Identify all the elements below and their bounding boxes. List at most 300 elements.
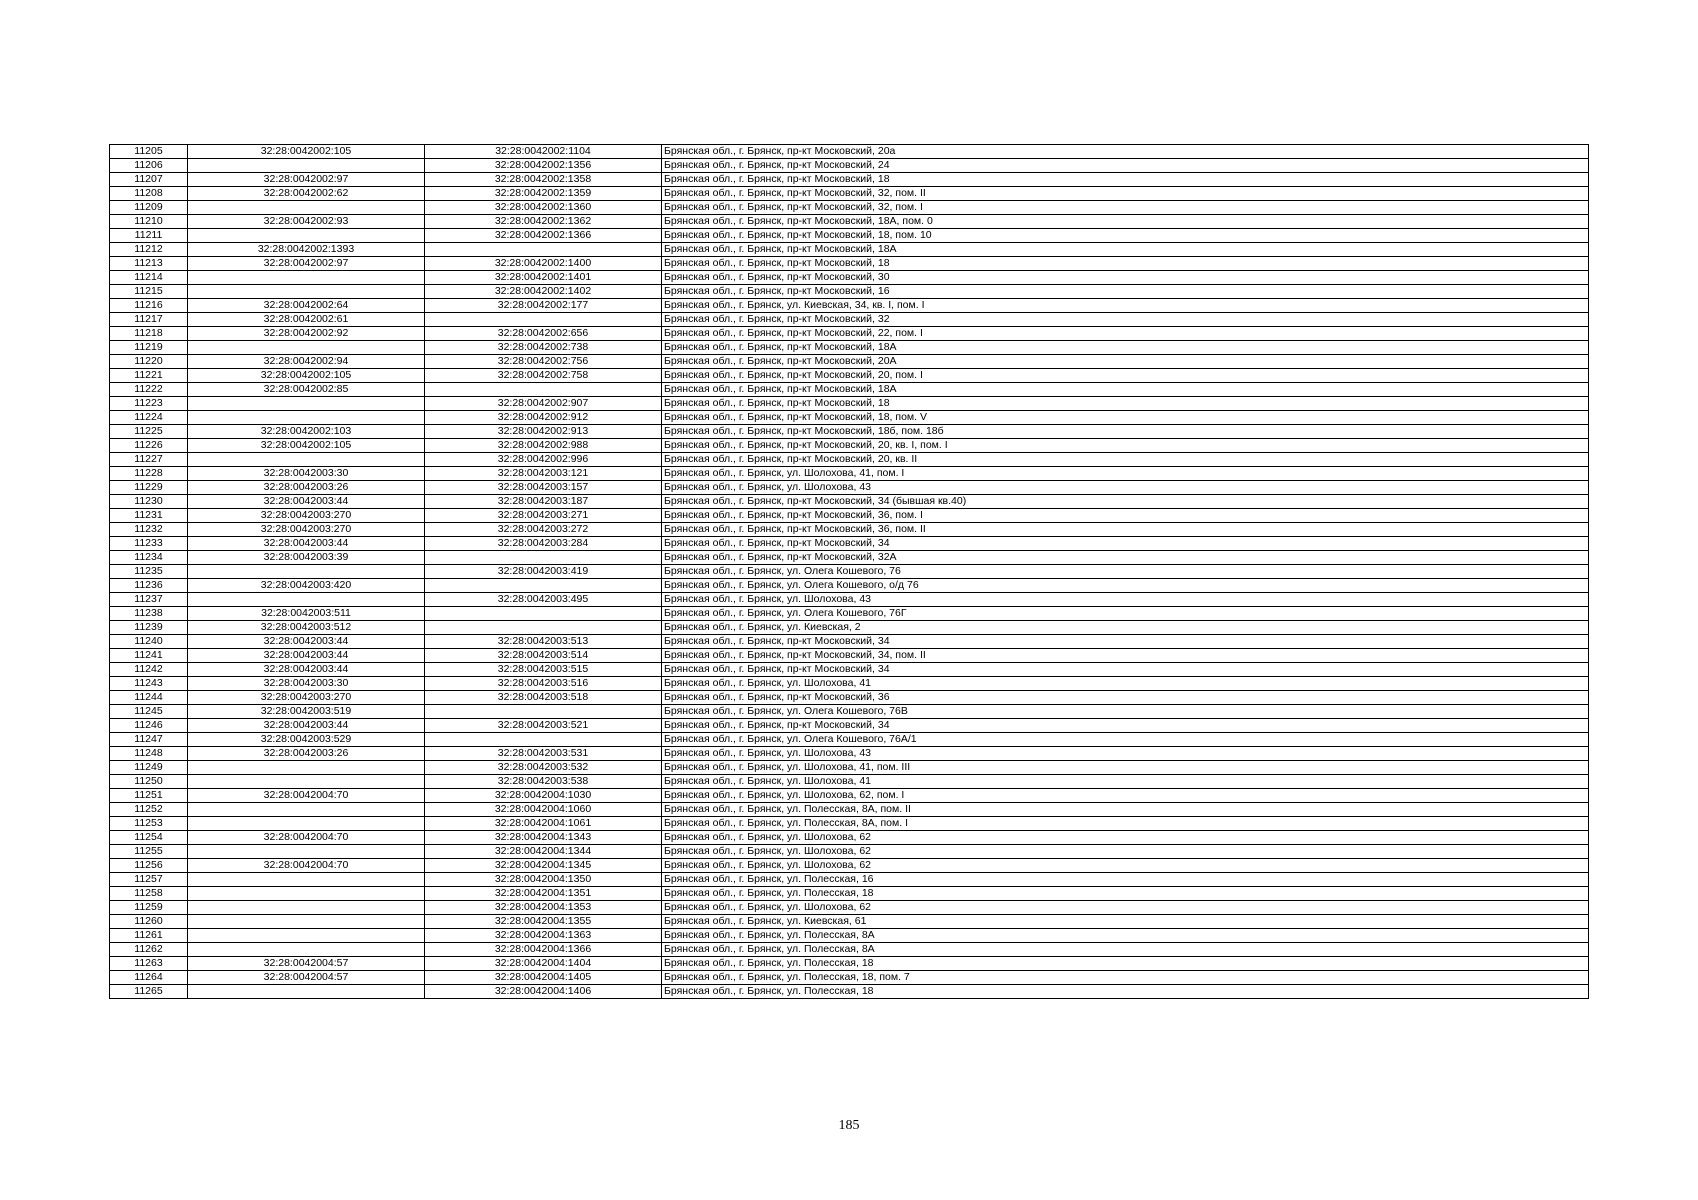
address-cell: Брянская обл., г. Брянск, пр-кт Московский, 18	[662, 397, 1589, 411]
table-row	[110, 859, 1589, 873]
table-row	[110, 425, 1589, 439]
parcel-number-cell	[188, 565, 425, 579]
building-number-cell: 32:28:0042004:1355	[425, 915, 662, 929]
address-cell: Брянская обл., г. Брянск, ул. Шолохова, 43	[662, 593, 1589, 607]
table-row	[110, 789, 1589, 803]
building-number-cell: 32:28:0042003:271	[425, 509, 662, 523]
parcel-number-cell: 32:28:0042003:270	[188, 691, 425, 705]
row-number-cell: 11234	[110, 551, 188, 565]
building-number-cell: 32:28:0042002:1358	[425, 173, 662, 187]
row-number-cell: 11208	[110, 187, 188, 201]
row-number-cell: 11263	[110, 957, 188, 971]
table-row	[110, 173, 1589, 187]
parcel-number-cell: 32:28:0042003:420	[188, 579, 425, 593]
address-cell: Брянская обл., г. Брянск, ул. Киевская, 61	[662, 915, 1589, 929]
table-row	[110, 271, 1589, 285]
table-row	[110, 229, 1589, 243]
row-number-cell: 11259	[110, 901, 188, 915]
table-row	[110, 971, 1589, 985]
building-number-cell: 32:28:0042003:531	[425, 747, 662, 761]
parcel-number-cell: 32:28:0042003:512	[188, 621, 425, 635]
table-row	[110, 775, 1589, 789]
address-cell: Брянская обл., г. Брянск, пр-кт Московский, 20, кв. II	[662, 453, 1589, 467]
row-number-cell: 11251	[110, 789, 188, 803]
address-cell: Брянская обл., г. Брянск, пр-кт Московский, 34	[662, 719, 1589, 733]
table-row	[110, 383, 1589, 397]
table-row	[110, 677, 1589, 691]
row-number-cell: 11262	[110, 943, 188, 957]
parcel-number-cell	[188, 901, 425, 915]
table-row	[110, 159, 1589, 173]
building-number-cell: 32:28:0042004:1406	[425, 985, 662, 999]
row-number-cell: 11235	[110, 565, 188, 579]
address-cell: Брянская обл., г. Брянск, пр-кт Московский, 34	[662, 635, 1589, 649]
building-number-cell: 32:28:0042004:1353	[425, 901, 662, 915]
parcel-number-cell	[188, 775, 425, 789]
row-number-cell: 11226	[110, 439, 188, 453]
building-number-cell: 32:28:0042002:756	[425, 355, 662, 369]
address-cell: Брянская обл., г. Брянск, пр-кт Московский, 20, кв. I, пом. I	[662, 439, 1589, 453]
row-number-cell: 11229	[110, 481, 188, 495]
parcel-number-cell: 32:28:0042003:44	[188, 495, 425, 509]
row-number-cell: 11219	[110, 341, 188, 355]
row-number-cell: 11206	[110, 159, 188, 173]
building-number-cell	[425, 621, 662, 635]
address-cell: Брянская обл., г. Брянск, пр-кт Московский, 20, пом. I	[662, 369, 1589, 383]
address-cell: Брянская обл., г. Брянск, ул. Олега Кошевого, 76А/1	[662, 733, 1589, 747]
parcel-number-cell	[188, 803, 425, 817]
row-number-cell: 11233	[110, 537, 188, 551]
building-number-cell	[425, 383, 662, 397]
address-cell: Брянская обл., г. Брянск, ул. Шолохова, 41	[662, 677, 1589, 691]
address-cell: Брянская обл., г. Брянск, ул. Полесская, 18, пом. 7	[662, 971, 1589, 985]
parcel-number-cell: 32:28:0042003:39	[188, 551, 425, 565]
building-number-cell: 32:28:0042004:1404	[425, 957, 662, 971]
parcel-number-cell	[188, 397, 425, 411]
building-number-cell	[425, 733, 662, 747]
building-number-cell: 32:28:0042004:1351	[425, 887, 662, 901]
building-number-cell: 32:28:0042004:1363	[425, 929, 662, 943]
row-number-cell: 11254	[110, 831, 188, 845]
table-row	[110, 817, 1589, 831]
address-cell: Брянская обл., г. Брянск, пр-кт Московский, 34 (бывшая кв.40)	[662, 495, 1589, 509]
parcel-number-cell: 32:28:0042002:103	[188, 425, 425, 439]
parcel-number-cell: 32:28:0042004:57	[188, 957, 425, 971]
row-number-cell: 11257	[110, 873, 188, 887]
row-number-cell: 11239	[110, 621, 188, 635]
address-cell: Брянская обл., г. Брянск, ул. Киевская, 2	[662, 621, 1589, 635]
building-number-cell: 32:28:0042002:996	[425, 453, 662, 467]
address-cell: Брянская обл., г. Брянск, пр-кт Московский, 32, пом. II	[662, 187, 1589, 201]
parcel-number-cell: 32:28:0042002:64	[188, 299, 425, 313]
building-number-cell: 32:28:0042003:419	[425, 565, 662, 579]
row-number-cell: 11236	[110, 579, 188, 593]
table-row	[110, 215, 1589, 229]
building-number-cell: 32:28:0042003:518	[425, 691, 662, 705]
row-number-cell: 11255	[110, 845, 188, 859]
table-row	[110, 719, 1589, 733]
table-row	[110, 733, 1589, 747]
parcel-number-cell: 32:28:0042002:92	[188, 327, 425, 341]
parcel-number-cell: 32:28:0042003:26	[188, 747, 425, 761]
building-number-cell: 32:28:0042002:758	[425, 369, 662, 383]
building-number-cell: 32:28:0042003:513	[425, 635, 662, 649]
parcel-number-cell: 32:28:0042002:97	[188, 257, 425, 271]
address-cell: Брянская обл., г. Брянск, пр-кт Московский, 34	[662, 663, 1589, 677]
address-cell: Брянская обл., г. Брянск, пр-кт Московский, 18	[662, 173, 1589, 187]
table-row	[110, 663, 1589, 677]
building-number-cell: 32:28:0042004:1061	[425, 817, 662, 831]
building-number-cell: 32:28:0042004:1366	[425, 943, 662, 957]
address-cell: Брянская обл., г. Брянск, пр-кт Московский, 18А	[662, 341, 1589, 355]
address-cell: Брянская обл., г. Брянск, ул. Шолохова, 41, пом. III	[662, 761, 1589, 775]
table-row	[110, 943, 1589, 957]
row-number-cell: 11210	[110, 215, 188, 229]
building-number-cell: 32:28:0042004:1343	[425, 831, 662, 845]
table-row	[110, 901, 1589, 915]
address-cell: Брянская обл., г. Брянск, пр-кт Московский, 18А	[662, 383, 1589, 397]
row-number-cell: 11253	[110, 817, 188, 831]
table-row	[110, 761, 1589, 775]
address-cell: Брянская обл., г. Брянск, пр-кт Московский, 20А	[662, 355, 1589, 369]
parcel-number-cell	[188, 201, 425, 215]
table-row	[110, 747, 1589, 761]
table-row	[110, 299, 1589, 313]
parcel-number-cell	[188, 159, 425, 173]
property-registry-table	[109, 144, 1589, 999]
building-number-cell: 32:28:0042002:738	[425, 341, 662, 355]
building-number-cell: 32:28:0042002:1400	[425, 257, 662, 271]
row-number-cell: 11247	[110, 733, 188, 747]
row-number-cell: 11264	[110, 971, 188, 985]
row-number-cell: 11243	[110, 677, 188, 691]
address-cell: Брянская обл., г. Брянск, ул. Шолохова, 43	[662, 747, 1589, 761]
building-number-cell	[425, 313, 662, 327]
table-row	[110, 411, 1589, 425]
building-number-cell: 32:28:0042003:121	[425, 467, 662, 481]
row-number-cell: 11215	[110, 285, 188, 299]
table-row	[110, 243, 1589, 257]
address-cell: Брянская обл., г. Брянск, ул. Шолохова, 62	[662, 831, 1589, 845]
address-cell: Брянская обл., г. Брянск, ул. Олега Кошевого, 76В	[662, 705, 1589, 719]
building-number-cell: 32:28:0042002:1402	[425, 285, 662, 299]
row-number-cell: 11209	[110, 201, 188, 215]
building-number-cell: 32:28:0042002:988	[425, 439, 662, 453]
row-number-cell: 11246	[110, 719, 188, 733]
table-row	[110, 705, 1589, 719]
row-number-cell: 11225	[110, 425, 188, 439]
parcel-number-cell: 32:28:0042003:44	[188, 663, 425, 677]
row-number-cell: 11244	[110, 691, 188, 705]
building-number-cell: 32:28:0042004:1060	[425, 803, 662, 817]
building-number-cell	[425, 607, 662, 621]
building-number-cell	[425, 551, 662, 565]
parcel-number-cell	[188, 341, 425, 355]
building-number-cell: 32:28:0042004:1344	[425, 845, 662, 859]
table-row	[110, 887, 1589, 901]
address-cell: Брянская обл., г. Брянск, пр-кт Московский, 32, пом. I	[662, 201, 1589, 215]
row-number-cell: 11227	[110, 453, 188, 467]
row-number-cell: 11240	[110, 635, 188, 649]
building-number-cell	[425, 579, 662, 593]
parcel-number-cell	[188, 943, 425, 957]
address-cell: Брянская обл., г. Брянск, ул. Шолохова, 62, пом. I	[662, 789, 1589, 803]
table-row	[110, 341, 1589, 355]
building-number-cell: 32:28:0042002:912	[425, 411, 662, 425]
table-row	[110, 397, 1589, 411]
table-row	[110, 523, 1589, 537]
address-cell: Брянская обл., г. Брянск, ул. Олега Кошевого, 76Г	[662, 607, 1589, 621]
table-row	[110, 593, 1589, 607]
row-number-cell: 11216	[110, 299, 188, 313]
table-row	[110, 607, 1589, 621]
address-cell: Брянская обл., г. Брянск, пр-кт Московский, 34	[662, 537, 1589, 551]
parcel-number-cell	[188, 453, 425, 467]
address-cell: Брянская обл., г. Брянск, пр-кт Московский, 18б, пом. 18б	[662, 425, 1589, 439]
address-cell: Брянская обл., г. Брянск, пр-кт Московский, 36	[662, 691, 1589, 705]
table-row	[110, 145, 1589, 159]
parcel-number-cell	[188, 761, 425, 775]
table-row	[110, 187, 1589, 201]
table-row	[110, 537, 1589, 551]
address-cell: Брянская обл., г. Брянск, ул. Шолохова, 41, пом. I	[662, 467, 1589, 481]
row-number-cell: 11248	[110, 747, 188, 761]
address-cell: Брянская обл., г. Брянск, пр-кт Московский, 32А	[662, 551, 1589, 565]
table-row	[110, 201, 1589, 215]
address-cell: Брянская обл., г. Брянск, ул. Полесская, 8А	[662, 943, 1589, 957]
row-number-cell: 11237	[110, 593, 188, 607]
building-number-cell: 32:28:0042003:157	[425, 481, 662, 495]
address-cell: Брянская обл., г. Брянск, ул. Шолохова, 43	[662, 481, 1589, 495]
building-number-cell: 32:28:0042004:1345	[425, 859, 662, 873]
table-row	[110, 495, 1589, 509]
building-number-cell: 32:28:0042002:1356	[425, 159, 662, 173]
building-number-cell: 32:28:0042004:1405	[425, 971, 662, 985]
row-number-cell: 11261	[110, 929, 188, 943]
building-number-cell: 32:28:0042004:1350	[425, 873, 662, 887]
parcel-number-cell: 32:28:0042004:70	[188, 831, 425, 845]
parcel-number-cell	[188, 411, 425, 425]
building-number-cell: 32:28:0042004:1030	[425, 789, 662, 803]
table-row	[110, 313, 1589, 327]
row-number-cell: 11223	[110, 397, 188, 411]
row-number-cell: 11249	[110, 761, 188, 775]
table-row	[110, 803, 1589, 817]
address-cell: Брянская обл., г. Брянск, ул. Шолохова, 62	[662, 901, 1589, 915]
row-number-cell: 11211	[110, 229, 188, 243]
parcel-number-cell	[188, 285, 425, 299]
address-cell: Брянская обл., г. Брянск, пр-кт Московский, 32	[662, 313, 1589, 327]
row-number-cell: 11238	[110, 607, 188, 621]
table-row	[110, 621, 1589, 635]
parcel-number-cell: 32:28:0042003:44	[188, 649, 425, 663]
address-cell: Брянская обл., г. Брянск, ул. Полесская, 18	[662, 887, 1589, 901]
table-row	[110, 635, 1589, 649]
table-row	[110, 285, 1589, 299]
parcel-number-cell: 32:28:0042003:44	[188, 719, 425, 733]
building-number-cell: 32:28:0042002:1104	[425, 145, 662, 159]
table-row	[110, 369, 1589, 383]
row-number-cell: 11224	[110, 411, 188, 425]
parcel-number-cell: 32:28:0042004:70	[188, 789, 425, 803]
table-row	[110, 509, 1589, 523]
parcel-number-cell: 32:28:0042002:85	[188, 383, 425, 397]
address-cell: Брянская обл., г. Брянск, пр-кт Московский, 18А, пом. 0	[662, 215, 1589, 229]
address-cell: Брянская обл., г. Брянск, пр-кт Московский, 30	[662, 271, 1589, 285]
row-number-cell: 11242	[110, 663, 188, 677]
parcel-number-cell: 32:28:0042003:270	[188, 523, 425, 537]
row-number-cell: 11232	[110, 523, 188, 537]
building-number-cell: 32:28:0042002:656	[425, 327, 662, 341]
address-cell: Брянская обл., г. Брянск, пр-кт Московский, 20а	[662, 145, 1589, 159]
table-row	[110, 957, 1589, 971]
parcel-number-cell	[188, 817, 425, 831]
address-cell: Брянская обл., г. Брянск, ул. Полесская, 16	[662, 873, 1589, 887]
parcel-number-cell: 32:28:0042004:70	[188, 859, 425, 873]
building-number-cell: 32:28:0042002:177	[425, 299, 662, 313]
table-row	[110, 915, 1589, 929]
table-row	[110, 845, 1589, 859]
parcel-number-cell: 32:28:0042003:511	[188, 607, 425, 621]
building-number-cell: 32:28:0042003:272	[425, 523, 662, 537]
parcel-number-cell	[188, 845, 425, 859]
address-cell: Брянская обл., г. Брянск, пр-кт Московский, 34, пом. II	[662, 649, 1589, 663]
parcel-number-cell	[188, 873, 425, 887]
row-number-cell: 11212	[110, 243, 188, 257]
parcel-number-cell: 32:28:0042002:105	[188, 369, 425, 383]
building-number-cell: 32:28:0042002:1360	[425, 201, 662, 215]
parcel-number-cell: 32:28:0042002:1393	[188, 243, 425, 257]
parcel-number-cell	[188, 229, 425, 243]
parcel-number-cell: 32:28:0042003:26	[188, 481, 425, 495]
parcel-number-cell: 32:28:0042003:529	[188, 733, 425, 747]
parcel-number-cell: 32:28:0042002:94	[188, 355, 425, 369]
address-cell: Брянская обл., г. Брянск, ул. Олега Кошевого, о/д 76	[662, 579, 1589, 593]
parcel-number-cell	[188, 985, 425, 999]
building-number-cell: 32:28:0042002:1401	[425, 271, 662, 285]
address-cell: Брянская обл., г. Брянск, пр-кт Московский, 18	[662, 257, 1589, 271]
row-number-cell: 11252	[110, 803, 188, 817]
row-number-cell: 11250	[110, 775, 188, 789]
building-number-cell: 32:28:0042003:284	[425, 537, 662, 551]
address-cell: Брянская обл., г. Брянск, пр-кт Московский, 36, пом. II	[662, 523, 1589, 537]
address-cell: Брянская обл., г. Брянск, ул. Полесская, 8А, пом. II	[662, 803, 1589, 817]
table-row	[110, 467, 1589, 481]
table-row	[110, 985, 1589, 999]
parcel-number-cell: 32:28:0042002:61	[188, 313, 425, 327]
address-cell: Брянская обл., г. Брянск, ул. Полесская, 18	[662, 985, 1589, 999]
address-cell: Брянская обл., г. Брянск, пр-кт Московский, 18, пом. 10	[662, 229, 1589, 243]
row-number-cell: 11245	[110, 705, 188, 719]
parcel-number-cell: 32:28:0042003:519	[188, 705, 425, 719]
building-number-cell: 32:28:0042002:1366	[425, 229, 662, 243]
parcel-number-cell	[188, 915, 425, 929]
parcel-number-cell: 32:28:0042002:105	[188, 439, 425, 453]
address-cell: Брянская обл., г. Брянск, ул. Шолохова, 62	[662, 845, 1589, 859]
address-cell: Брянская обл., г. Брянск, пр-кт Московский, 22, пом. I	[662, 327, 1589, 341]
table-row	[110, 551, 1589, 565]
address-cell: Брянская обл., г. Брянск, пр-кт Московский, 18, пом. V	[662, 411, 1589, 425]
parcel-number-cell: 32:28:0042003:44	[188, 635, 425, 649]
parcel-number-cell: 32:28:0042003:30	[188, 467, 425, 481]
table-row	[110, 355, 1589, 369]
row-number-cell: 11231	[110, 509, 188, 523]
table-row	[110, 579, 1589, 593]
row-number-cell: 11222	[110, 383, 188, 397]
address-cell: Брянская обл., г. Брянск, ул. Полесская, 8А	[662, 929, 1589, 943]
row-number-cell: 11230	[110, 495, 188, 509]
address-cell: Брянская обл., г. Брянск, ул. Полесская, 8А, пом. I	[662, 817, 1589, 831]
building-number-cell: 32:28:0042002:1362	[425, 215, 662, 229]
building-number-cell: 32:28:0042002:913	[425, 425, 662, 439]
address-cell: Брянская обл., г. Брянск, пр-кт Московский, 18А	[662, 243, 1589, 257]
row-number-cell: 11218	[110, 327, 188, 341]
parcel-number-cell: 32:28:0042002:62	[188, 187, 425, 201]
row-number-cell: 11260	[110, 915, 188, 929]
building-number-cell: 32:28:0042003:514	[425, 649, 662, 663]
building-number-cell: 32:28:0042003:538	[425, 775, 662, 789]
table-row	[110, 691, 1589, 705]
row-number-cell: 11228	[110, 467, 188, 481]
parcel-number-cell: 32:28:0042003:30	[188, 677, 425, 691]
table-row	[110, 565, 1589, 579]
building-number-cell	[425, 705, 662, 719]
row-number-cell: 11265	[110, 985, 188, 999]
address-cell: Брянская обл., г. Брянск, ул. Шолохова, 41	[662, 775, 1589, 789]
table-row	[110, 831, 1589, 845]
parcel-number-cell: 32:28:0042003:44	[188, 537, 425, 551]
table-row	[110, 257, 1589, 271]
row-number-cell: 11207	[110, 173, 188, 187]
address-cell: Брянская обл., г. Брянск, ул. Шолохова, 62	[662, 859, 1589, 873]
table-body	[110, 145, 1589, 999]
table-row	[110, 929, 1589, 943]
parcel-number-cell: 32:28:0042002:105	[188, 145, 425, 159]
table-row	[110, 481, 1589, 495]
building-number-cell: 32:28:0042002:1359	[425, 187, 662, 201]
parcel-number-cell	[188, 593, 425, 607]
parcel-number-cell: 32:28:0042004:57	[188, 971, 425, 985]
building-number-cell: 32:28:0042003:495	[425, 593, 662, 607]
address-cell: Брянская обл., г. Брянск, пр-кт Московский, 16	[662, 285, 1589, 299]
table-row	[110, 327, 1589, 341]
row-number-cell: 11256	[110, 859, 188, 873]
building-number-cell: 32:28:0042003:516	[425, 677, 662, 691]
row-number-cell: 11205	[110, 145, 188, 159]
row-number-cell: 11213	[110, 257, 188, 271]
building-number-cell: 32:28:0042002:907	[425, 397, 662, 411]
row-number-cell: 11241	[110, 649, 188, 663]
parcel-number-cell: 32:28:0042002:93	[188, 215, 425, 229]
row-number-cell: 11214	[110, 271, 188, 285]
row-number-cell: 11258	[110, 887, 188, 901]
row-number-cell: 11217	[110, 313, 188, 327]
building-number-cell	[425, 243, 662, 257]
address-cell: Брянская обл., г. Брянск, ул. Киевская, 34, кв. I, пом. I	[662, 299, 1589, 313]
parcel-number-cell	[188, 271, 425, 285]
table-row	[110, 649, 1589, 663]
building-number-cell: 32:28:0042003:515	[425, 663, 662, 677]
building-number-cell: 32:28:0042003:187	[425, 495, 662, 509]
address-cell: Брянская обл., г. Брянск, ул. Полесская, 18	[662, 957, 1589, 971]
row-number-cell: 11221	[110, 369, 188, 383]
parcel-number-cell: 32:28:0042003:270	[188, 509, 425, 523]
parcel-number-cell	[188, 929, 425, 943]
parcel-number-cell	[188, 887, 425, 901]
table-row	[110, 453, 1589, 467]
parcel-number-cell: 32:28:0042002:97	[188, 173, 425, 187]
row-number-cell: 11220	[110, 355, 188, 369]
